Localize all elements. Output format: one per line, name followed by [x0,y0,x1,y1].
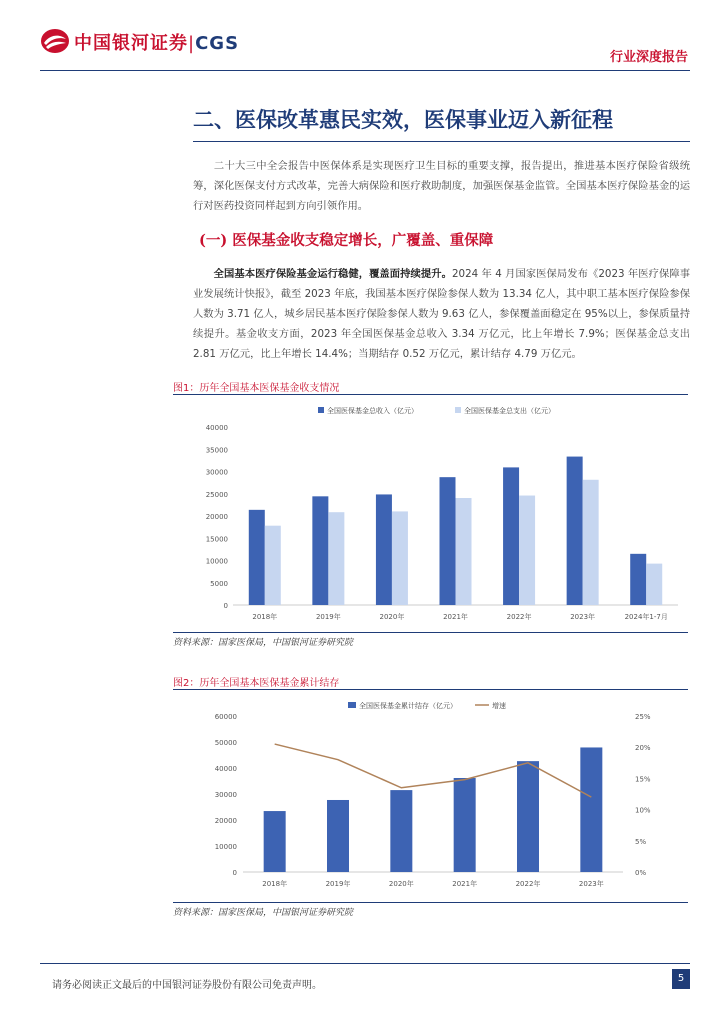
header-divider [40,70,690,71]
x-tick-label: 2021年 [452,880,478,888]
expense-bar [583,480,599,605]
expense-bar [328,512,344,605]
y2-tick-label: 20% [635,744,651,753]
expense-bar [646,564,662,605]
x-tick-label: 2024年1-7月 [624,613,668,621]
figure1-source: 资料来源：国家医保局，中国银河证券研究院 [173,638,354,648]
income-bar [630,554,646,605]
x-tick-label: 2021年 [443,613,468,621]
expense-bar [265,526,281,605]
y2-tick-label: 15% [635,775,651,784]
legend-label: 全国医保基金总支出（亿元） [464,407,555,415]
page-number: 5 [672,969,690,989]
y-tick-label: 15000 [205,535,228,544]
figure2-title: 图2：历年全国基本医保基金累计结存 [173,678,340,689]
x-tick-label: 2019年 [315,613,341,621]
balance-bar [264,811,286,872]
balance-bar [327,800,349,872]
x-tick-label: 2023年 [570,613,596,621]
section-divider [193,141,690,142]
legend-swatch [318,407,324,413]
y2-tick-label: 25% [635,713,651,721]
y2-tick-label: 5% [635,837,647,846]
income-bar [312,496,328,605]
cgs-logo-icon [40,28,70,54]
legend-swatch [348,702,356,708]
figure1-bottom-rule [173,632,688,633]
y2-tick-label: 0% [635,869,647,877]
growth-rate-line [275,744,592,797]
y-tick-label: 5000 [210,579,228,588]
balance-bar [580,747,602,872]
intro-paragraph [193,156,690,216]
y-tick-label: 10000 [205,557,228,566]
y-tick-label: 0 [223,602,228,610]
y2-tick-label: 10% [635,806,651,815]
y-tick-label: 25000 [205,490,228,499]
legend-label: 全国医保基金总收入（亿元） [327,407,418,415]
x-tick-label: 2022年 [515,880,541,888]
income-bar [249,510,265,605]
footer-divider [40,963,690,964]
x-tick-label: 2022年 [506,613,532,621]
y-tick-label: 50000 [214,739,237,747]
expense-bar [392,511,408,605]
section-title: 二、医保改革惠民实效，医保事业迈入新征程 [193,107,613,132]
balance-bar [517,761,539,872]
y-tick-label: 60000 [214,713,237,721]
y-tick-label: 35000 [205,446,228,455]
balance-bar [454,778,476,872]
x-tick-label: 2018年 [252,613,278,621]
x-tick-label: 2020年 [388,880,414,888]
figure1-title: 图1：历年全国基本医保基金收支情况 [173,383,340,394]
brand-logo-text [74,29,239,55]
figure1-bar-chart [173,397,688,631]
income-bar [503,467,519,605]
y-tick-label: 30000 [214,791,237,799]
figure2-bottom-rule [173,902,688,903]
y-tick-label: 10000 [214,843,237,851]
footer-disclaimer: 请务必阅读正文最后的中国银河证券股份有限公司免责声明。 [52,980,322,991]
body-paragraph [193,264,690,364]
figure2-bar-line-chart [173,692,688,900]
y-tick-label: 40000 [205,424,228,432]
y-tick-label: 20000 [214,817,237,825]
y-tick-label: 40000 [214,765,237,773]
brand-name-en: CGS [195,33,240,54]
brand-name-cn: 中国银河证券 [74,33,188,54]
x-tick-label: 2018年 [262,880,288,888]
figure1-top-rule [173,394,688,395]
x-tick-label: 2020年 [379,613,405,621]
subsection-title: (一) 医保基金收支稳定增长，广覆盖、重保障 [199,232,494,249]
body-paragraph-lead: 全国基本医疗保险基金运行稳健，覆盖面持续提升。 [213,268,452,280]
income-bar [567,457,583,605]
brand-separator: | [188,33,196,54]
legend-label: 增速 [492,702,506,710]
figure2-source: 资料来源：国家医保局，中国银河证券研究院 [173,908,354,918]
y-tick-label: 0 [232,869,237,877]
intro-paragraph-text: 二十大三中全会报告中医保体系是实现医疗卫生目标的重要支撑，报告提出，推进基本医疗保险省级统筹，深化医保支付方式改革，完善大病保险和医疗救助制度，加强医保基金监管。全国基本医疗保险基金的运行对医药投资同样起到方向引领作用。 [193,160,690,212]
expense-bar [519,496,535,605]
body-paragraph-text: 2024 年 4 月国家医保局发布《2023 年医疗保障事业发展统计快报》，截至 2023 年底，我国基本医疗保险参保人数为 13.34 亿人，其中职工基本医疗保险参保人数为 3.71 亿人，城乡居民基本医疗保险参保人数为 9.63 亿人，参保覆盖面稳定在 95%以上，参保质量持续提升。基金收支方面，2023 年全国医保基金总收入 3.34 万亿元，比上年增长 7.9%；医保基金总支出 2.81 万亿元，比上年增长 14.4%；当期结存 0.52 万亿元，累计结存 4.79 万亿元。 [193,268,690,360]
x-tick-label: 2023年 [578,880,604,888]
report-type-label: 行业深度报告 [609,50,688,65]
legend-swatch [455,407,461,413]
figure2-top-rule [173,689,688,690]
y-tick-label: 20000 [205,513,228,521]
balance-bar [390,790,412,872]
x-tick-label: 2019年 [325,880,351,888]
income-bar [376,494,392,605]
y-tick-label: 30000 [205,468,228,477]
expense-bar [456,498,472,605]
income-bar [440,477,456,605]
legend-label: 全国医保基金累计结存（亿元） [359,702,457,710]
